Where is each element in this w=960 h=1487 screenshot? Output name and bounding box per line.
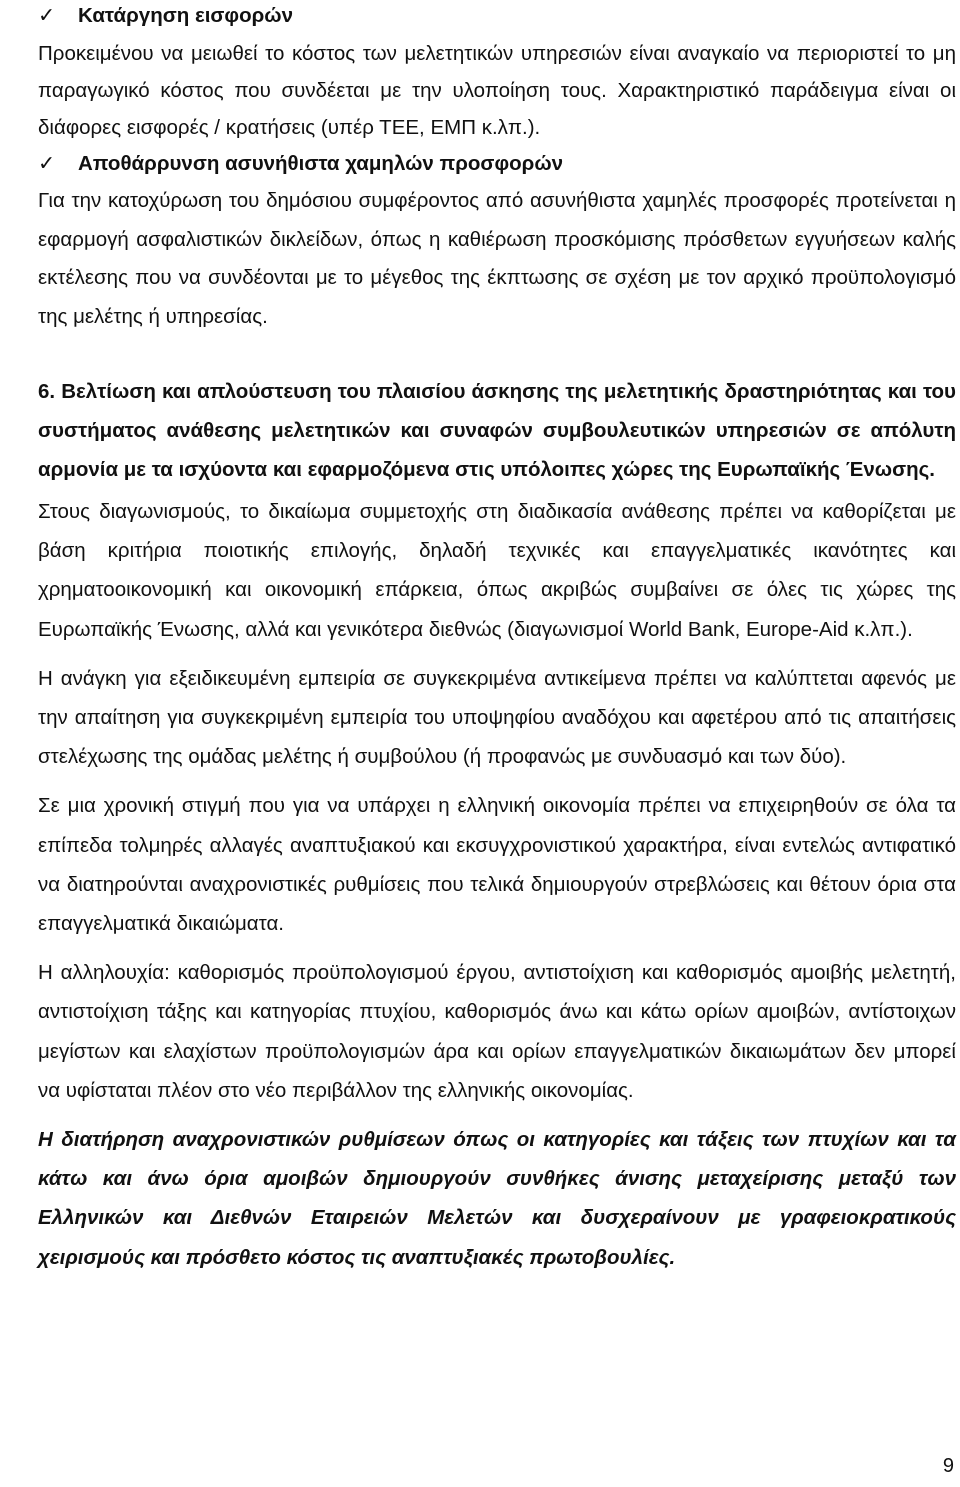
checkmark-icon: ✓: [38, 152, 56, 175]
section-title: Βελτίωση και απλούστευση του πλαισίου άσκησης της μελετητικής δραστηριότητας και του συστήματος ανάθεσης μελετητικών και συναφών συμβουλευτικών υπηρεσιών σε απόλυτη αρμονία με τα ισχύοντα και εφαρμοζόμενα στις υπόλοιπες χώρες της Ευρωπαϊκής Ένωσης.: [38, 380, 956, 481]
paragraph-sequence: Η αλληλουχία: καθορισμός προϋπολογισμού έργου, αντιστοίχιση και καθορισμός αμοιβής μελετητή, αντιστοίχιση τάξης και κατηγορίας πτυχίου, καθορισμός άνω και κάτω ορίων αμοιβών, αντίστοιχων μεγίστων και ελαχίστων προϋπολογισμών άρα και ορίων επαγγελματικών δικαιωμάτων δεν μπορεί να υφίσταται πλέον στο νέο περιβάλλον της ελληνικής οικονομίας.: [38, 961, 956, 1102]
page-number: 9: [942, 1455, 954, 1477]
paragraph-abolition-of-contributions: Προκειμένου να μειωθεί το κόστος των μελετητικών υπηρεσιών είναι αναγκαίο να περιοριστεί το μη παραγωγικό κόστος που συνδέεται με την υλοποίηση τους. Χαρακτηριστικό παράδειγμα είναι οι διάφορες εισφορές / κρατήσεις (υπέρ ΤΕΕ, ΕΜΠ κ.λπ.).: [38, 42, 956, 139]
paragraph-greek-economy: Σε μια χρονική στιγμή που για να υπάρχει η ελληνική οικονομία πρέπει να επιχειρηθούν σε όλα τα επίπεδα τολμηρές αλλαγές αναπτυξιακού και εκσυγχρονιστικού χαρακτήρα, είναι εντελώς αντιφατικό να διατηρούνται αναχρονιστικές ρυθμίσεις που τελικά δημιουργούν στρεβλώσεις και θέτουν όρια στα επαγγελματικά δικαιώματα.: [38, 794, 956, 936]
paragraph-specialised-experience: Η ανάγκη για εξειδικευμένη εμπειρία σε συγκεκριμένα αντικείμενα πρέπει να καλύπτεται αφενός με την απαίτηση για συγκεκριμένη εμπειρία του υποψηφίου αναδόχου και αφετέρου από τις απαιτήσεις στελέχωσης της ομάδας μελέτης ή συμβούλου (ή προφανώς με συνδυασμό και των δύο).: [38, 666, 956, 769]
heading-discourage-low-bids: [38, 148, 956, 180]
section-number: 6.: [38, 380, 56, 403]
paragraph-emphasis: Η διατήρηση αναχρονιστικών ρυθμίσεων όπως οι κατηγορίες και τάξεις των πτυχίων και τα κάτω και άνω όρια αμοιβών δημιουργούν συνθήκες άνισης μεταχείρισης μεταξύ των Ελληνικών και Διεθνών Εταιρειών Μελετών και δυσχεραίνουν με γραφειοκρατικούς χειρισμούς και πρόσθετο κόστος τις αναπτυξιακές πρωτοβουλίες.: [38, 1128, 956, 1269]
heading-text: Κατάργηση εισφορών: [78, 4, 293, 27]
checkmark-icon: ✓: [38, 4, 56, 27]
section-6-heading: [38, 372, 956, 489]
heading-abolition-of-contributions: [38, 0, 956, 32]
heading-text: Αποθάρρυνση ασυνήθιστα χαμηλών προσφορών: [78, 152, 564, 175]
page-content: [38, 0, 956, 1277]
paragraph-discourage-low-bids: Για την κατοχύρωση του δημόσιου συμφέροντος από ασυνήθιστα χαμηλές προσφορές προτείνεται η εφαρμογή ασφαλιστικών δικλείδων, όπως η καθιέρωση προσκόμισης πρόσθετων εγγυήσεων καλής εκτέλεσης που να συνδέονται με το μέγεθος της έκπτωσης σε σχέση με τον αρχικό προϋπολογισμό της μελέτης ή υπηρεσίας.: [38, 189, 956, 328]
paragraph-participation-criteria: Στους διαγωνισμούς, το δικαίωμα συμμετοχής στη διαδικασία ανάθεσης πρέπει να καθορίζεται με βάση κριτήρια ποιοτικής επιλογής, δηλαδή τεχνικές και επαγγελματικές ικανότητες και χρηματοοικονομική και οικονομική επάρκεια, όπως ακριβώς συμβαίνει σε όλες τις χώρες της Ευρωπαϊκής Ένωσης, αλλά και γενικότερα διεθνώς (διαγωνισμοί World Bank, Europe-Aid κ.λπ.).: [38, 500, 956, 641]
